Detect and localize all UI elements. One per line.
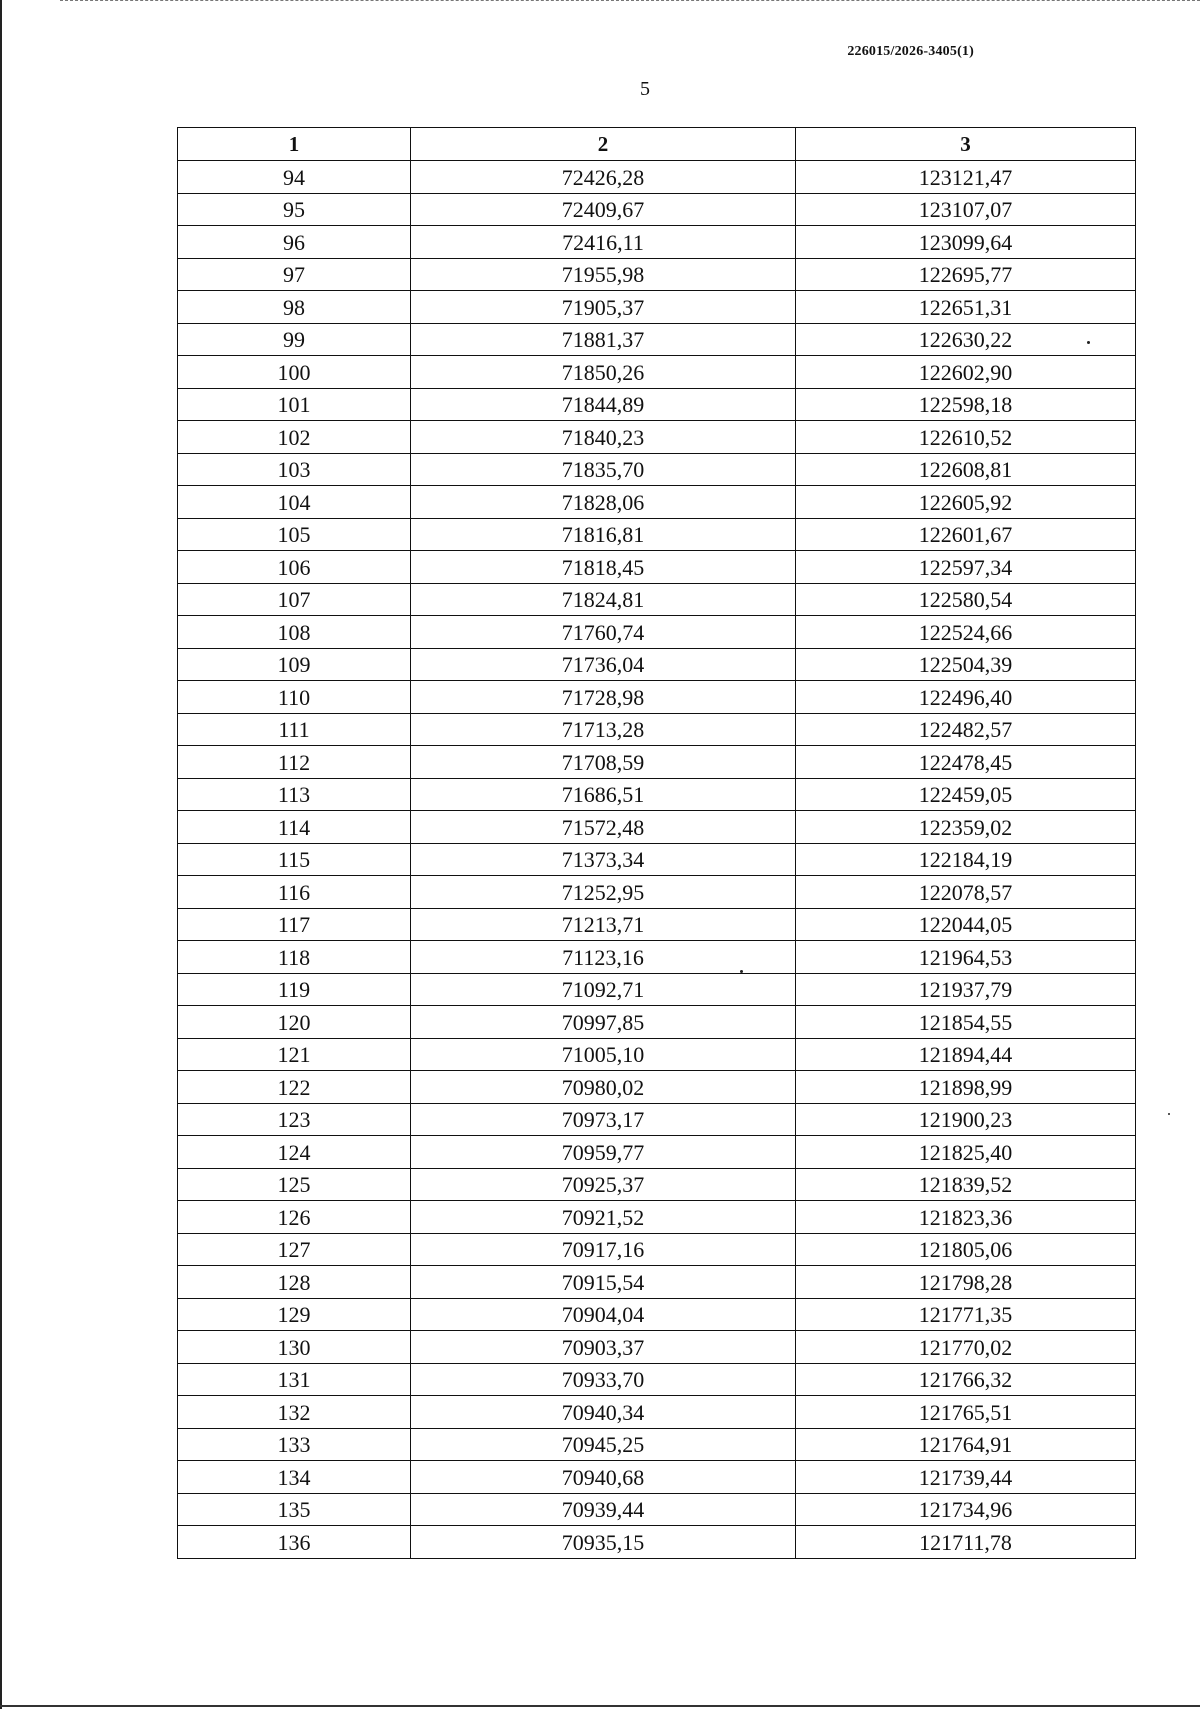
point-number-cell: 121 xyxy=(178,1038,411,1071)
y-coordinate-cell: 122359,02 xyxy=(796,811,1136,844)
point-number-cell: 127 xyxy=(178,1233,411,1266)
x-coordinate-cell: 71713,28 xyxy=(411,713,796,746)
table-row xyxy=(178,583,1136,616)
y-coordinate-cell: 123107,07 xyxy=(796,193,1136,226)
x-coordinate-cell: 70921,52 xyxy=(411,1201,796,1234)
x-coordinate-cell: 70980,02 xyxy=(411,1071,796,1104)
x-coordinate-cell: 71728,98 xyxy=(411,681,796,714)
point-number-cell: 96 xyxy=(178,226,411,259)
table-row xyxy=(178,1331,1136,1364)
y-coordinate-cell: 122504,39 xyxy=(796,648,1136,681)
table-header-row xyxy=(178,128,1136,161)
table-body xyxy=(178,161,1136,1559)
table-row xyxy=(178,421,1136,454)
point-number-cell: 103 xyxy=(178,453,411,486)
y-coordinate-cell: 121770,02 xyxy=(796,1331,1136,1364)
table-row xyxy=(178,876,1136,909)
x-coordinate-cell: 71005,10 xyxy=(411,1038,796,1071)
x-coordinate-cell: 70917,16 xyxy=(411,1233,796,1266)
y-coordinate-cell: 122524,66 xyxy=(796,616,1136,649)
column-header-3: 3 xyxy=(796,128,1136,161)
x-coordinate-cell: 70959,77 xyxy=(411,1136,796,1169)
x-coordinate-cell: 71213,71 xyxy=(411,908,796,941)
scan-border-left xyxy=(0,0,2,1709)
table-row xyxy=(178,1461,1136,1494)
y-coordinate-cell: 121771,35 xyxy=(796,1298,1136,1331)
table-row xyxy=(178,1396,1136,1429)
x-coordinate-cell: 70997,85 xyxy=(411,1006,796,1039)
x-coordinate-cell: 71905,37 xyxy=(411,291,796,324)
point-number-cell: 132 xyxy=(178,1396,411,1429)
table-row xyxy=(178,843,1136,876)
x-coordinate-cell: 70945,25 xyxy=(411,1428,796,1461)
point-number-cell: 118 xyxy=(178,941,411,974)
table-row xyxy=(178,1006,1136,1039)
y-coordinate-cell: 121894,44 xyxy=(796,1038,1136,1071)
page-number: 5 xyxy=(640,78,650,100)
table-row xyxy=(178,908,1136,941)
point-number-cell: 107 xyxy=(178,583,411,616)
table-row xyxy=(178,941,1136,974)
x-coordinate-cell: 70935,15 xyxy=(411,1526,796,1559)
x-coordinate-cell: 71373,34 xyxy=(411,843,796,876)
point-number-cell: 119 xyxy=(178,973,411,1006)
y-coordinate-cell: 122605,92 xyxy=(796,486,1136,519)
scan-speck xyxy=(1168,1113,1170,1115)
table-row xyxy=(178,1363,1136,1396)
x-coordinate-cell: 71736,04 xyxy=(411,648,796,681)
coordinates-table xyxy=(177,127,1136,1559)
x-coordinate-cell: 71835,70 xyxy=(411,453,796,486)
table-row xyxy=(178,356,1136,389)
x-coordinate-cell: 71818,45 xyxy=(411,551,796,584)
table-row xyxy=(178,1103,1136,1136)
table-row xyxy=(178,1201,1136,1234)
x-coordinate-cell: 71760,74 xyxy=(411,616,796,649)
table-row xyxy=(178,1168,1136,1201)
point-number-cell: 102 xyxy=(178,421,411,454)
y-coordinate-cell: 123099,64 xyxy=(796,226,1136,259)
point-number-cell: 124 xyxy=(178,1136,411,1169)
y-coordinate-cell: 121805,06 xyxy=(796,1233,1136,1266)
point-number-cell: 120 xyxy=(178,1006,411,1039)
scan-border-bottom xyxy=(0,1705,1200,1707)
table-row xyxy=(178,161,1136,194)
point-number-cell: 133 xyxy=(178,1428,411,1461)
point-number-cell: 116 xyxy=(178,876,411,909)
column-header-2: 2 xyxy=(411,128,796,161)
y-coordinate-cell: 121839,52 xyxy=(796,1168,1136,1201)
point-number-cell: 94 xyxy=(178,161,411,194)
point-number-cell: 123 xyxy=(178,1103,411,1136)
point-number-cell: 101 xyxy=(178,388,411,421)
x-coordinate-cell: 71572,48 xyxy=(411,811,796,844)
point-number-cell: 125 xyxy=(178,1168,411,1201)
table-row xyxy=(178,226,1136,259)
y-coordinate-cell: 122459,05 xyxy=(796,778,1136,811)
x-coordinate-cell: 71252,95 xyxy=(411,876,796,909)
y-coordinate-cell: 121765,51 xyxy=(796,1396,1136,1429)
y-coordinate-cell: 121900,23 xyxy=(796,1103,1136,1136)
point-number-cell: 98 xyxy=(178,291,411,324)
table-header xyxy=(178,128,1136,161)
x-coordinate-cell: 71850,26 xyxy=(411,356,796,389)
x-coordinate-cell: 72416,11 xyxy=(411,226,796,259)
y-coordinate-cell: 121798,28 xyxy=(796,1266,1136,1299)
x-coordinate-cell: 72426,28 xyxy=(411,161,796,194)
table-row xyxy=(178,291,1136,324)
y-coordinate-cell: 122608,81 xyxy=(796,453,1136,486)
y-coordinate-cell: 121766,32 xyxy=(796,1363,1136,1396)
y-coordinate-cell: 122478,45 xyxy=(796,746,1136,779)
y-coordinate-cell: 122610,52 xyxy=(796,421,1136,454)
x-coordinate-cell: 70940,68 xyxy=(411,1461,796,1494)
point-number-cell: 111 xyxy=(178,713,411,746)
x-coordinate-cell: 72409,67 xyxy=(411,193,796,226)
table-row xyxy=(178,258,1136,291)
table-row xyxy=(178,1493,1136,1526)
x-coordinate-cell: 70973,17 xyxy=(411,1103,796,1136)
y-coordinate-cell: 122044,05 xyxy=(796,908,1136,941)
x-coordinate-cell: 71123,16 xyxy=(411,941,796,974)
x-coordinate-cell: 71955,98 xyxy=(411,258,796,291)
x-coordinate-cell: 70915,54 xyxy=(411,1266,796,1299)
point-number-cell: 117 xyxy=(178,908,411,941)
table-row xyxy=(178,453,1136,486)
scan-speck xyxy=(740,970,743,973)
y-coordinate-cell: 121898,99 xyxy=(796,1071,1136,1104)
table-row xyxy=(178,616,1136,649)
point-number-cell: 115 xyxy=(178,843,411,876)
point-number-cell: 135 xyxy=(178,1493,411,1526)
y-coordinate-cell: 122601,67 xyxy=(796,518,1136,551)
point-number-cell: 110 xyxy=(178,681,411,714)
y-coordinate-cell: 121764,91 xyxy=(796,1428,1136,1461)
table-row xyxy=(178,1266,1136,1299)
table-row xyxy=(178,973,1136,1006)
y-coordinate-cell: 122598,18 xyxy=(796,388,1136,421)
table-row xyxy=(178,1298,1136,1331)
table-row xyxy=(178,1428,1136,1461)
y-coordinate-cell: 122630,22 xyxy=(796,323,1136,356)
point-number-cell: 112 xyxy=(178,746,411,779)
x-coordinate-cell: 70903,37 xyxy=(411,1331,796,1364)
x-coordinate-cell: 71840,23 xyxy=(411,421,796,454)
table-row xyxy=(178,681,1136,714)
column-header-1: 1 xyxy=(178,128,411,161)
x-coordinate-cell: 71708,59 xyxy=(411,746,796,779)
table-row xyxy=(178,648,1136,681)
table-row xyxy=(178,388,1136,421)
point-number-cell: 134 xyxy=(178,1461,411,1494)
point-number-cell: 131 xyxy=(178,1363,411,1396)
table-row xyxy=(178,486,1136,519)
point-number-cell: 99 xyxy=(178,323,411,356)
table-row xyxy=(178,193,1136,226)
x-coordinate-cell: 71881,37 xyxy=(411,323,796,356)
point-number-cell: 100 xyxy=(178,356,411,389)
point-number-cell: 105 xyxy=(178,518,411,551)
point-number-cell: 136 xyxy=(178,1526,411,1559)
y-coordinate-cell: 122184,19 xyxy=(796,843,1136,876)
y-coordinate-cell: 121734,96 xyxy=(796,1493,1136,1526)
point-number-cell: 104 xyxy=(178,486,411,519)
table-row xyxy=(178,713,1136,746)
y-coordinate-cell: 122597,34 xyxy=(796,551,1136,584)
x-coordinate-cell: 70939,44 xyxy=(411,1493,796,1526)
table-row xyxy=(178,1233,1136,1266)
table-row xyxy=(178,1071,1136,1104)
x-coordinate-cell: 71844,89 xyxy=(411,388,796,421)
point-number-cell: 113 xyxy=(178,778,411,811)
x-coordinate-cell: 70904,04 xyxy=(411,1298,796,1331)
scan-speck xyxy=(1087,341,1090,344)
x-coordinate-cell: 71828,06 xyxy=(411,486,796,519)
x-coordinate-cell: 71824,81 xyxy=(411,583,796,616)
table-row xyxy=(178,1526,1136,1559)
point-number-cell: 114 xyxy=(178,811,411,844)
y-coordinate-cell: 122482,57 xyxy=(796,713,1136,746)
table-row xyxy=(178,551,1136,584)
point-number-cell: 122 xyxy=(178,1071,411,1104)
table-row xyxy=(178,746,1136,779)
y-coordinate-cell: 122602,90 xyxy=(796,356,1136,389)
y-coordinate-cell: 121823,36 xyxy=(796,1201,1136,1234)
y-coordinate-cell: 121825,40 xyxy=(796,1136,1136,1169)
y-coordinate-cell: 122496,40 xyxy=(796,681,1136,714)
point-number-cell: 126 xyxy=(178,1201,411,1234)
point-number-cell: 95 xyxy=(178,193,411,226)
table-row xyxy=(178,1038,1136,1071)
point-number-cell: 109 xyxy=(178,648,411,681)
x-coordinate-cell: 70933,70 xyxy=(411,1363,796,1396)
point-number-cell: 106 xyxy=(178,551,411,584)
x-coordinate-cell: 71686,51 xyxy=(411,778,796,811)
point-number-cell: 128 xyxy=(178,1266,411,1299)
table-row xyxy=(178,323,1136,356)
point-number-cell: 129 xyxy=(178,1298,411,1331)
scan-border-top xyxy=(60,0,1200,2)
table-row xyxy=(178,778,1136,811)
x-coordinate-cell: 70925,37 xyxy=(411,1168,796,1201)
table-row xyxy=(178,518,1136,551)
x-coordinate-cell: 71816,81 xyxy=(411,518,796,551)
y-coordinate-cell: 121964,53 xyxy=(796,941,1136,974)
y-coordinate-cell: 122078,57 xyxy=(796,876,1136,909)
y-coordinate-cell: 123121,47 xyxy=(796,161,1136,194)
y-coordinate-cell: 121711,78 xyxy=(796,1526,1136,1559)
table-row xyxy=(178,811,1136,844)
document-number: 226015/2026-3405(1) xyxy=(847,44,974,59)
x-coordinate-cell: 71092,71 xyxy=(411,973,796,1006)
y-coordinate-cell: 122695,77 xyxy=(796,258,1136,291)
point-number-cell: 130 xyxy=(178,1331,411,1364)
x-coordinate-cell: 70940,34 xyxy=(411,1396,796,1429)
y-coordinate-cell: 122651,31 xyxy=(796,291,1136,324)
point-number-cell: 97 xyxy=(178,258,411,291)
y-coordinate-cell: 121937,79 xyxy=(796,973,1136,1006)
y-coordinate-cell: 121739,44 xyxy=(796,1461,1136,1494)
y-coordinate-cell: 121854,55 xyxy=(796,1006,1136,1039)
point-number-cell: 108 xyxy=(178,616,411,649)
y-coordinate-cell: 122580,54 xyxy=(796,583,1136,616)
table-row xyxy=(178,1136,1136,1169)
